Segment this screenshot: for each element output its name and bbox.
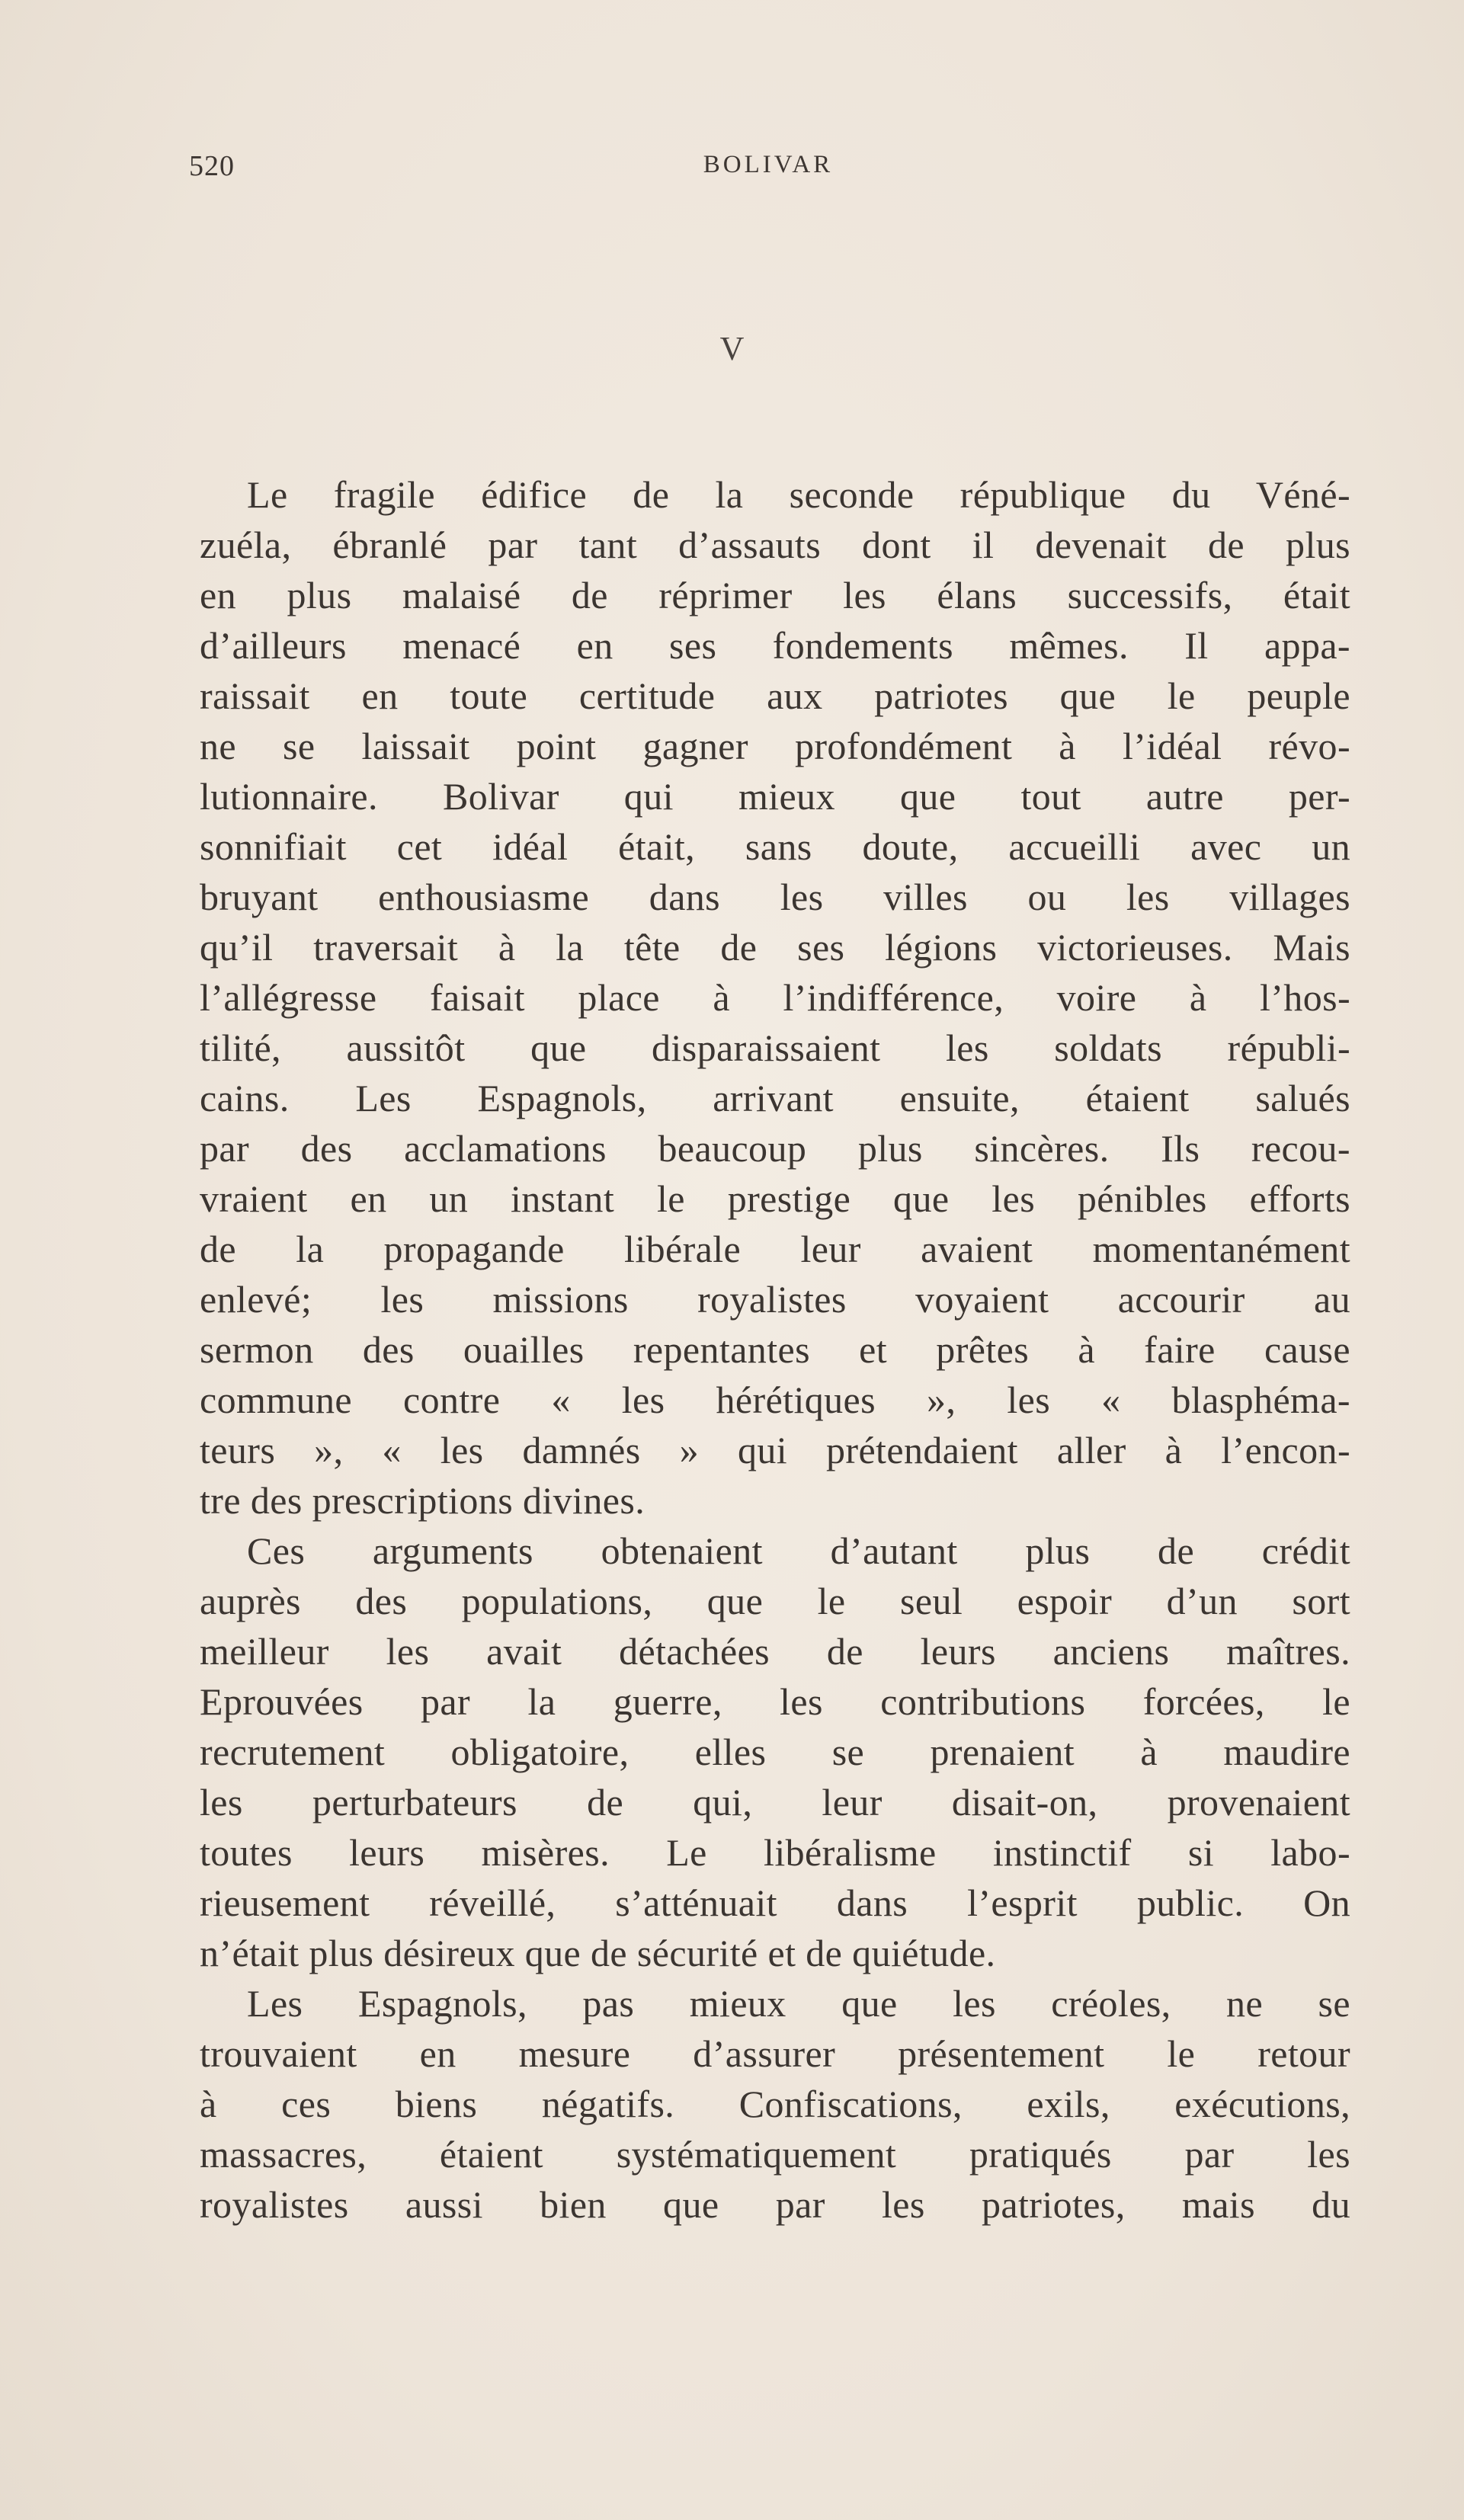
text-line: sonnifiait cet idéal était, sans doute, accueilli avec un [200,825,1350,868]
text-line: tilité, aussitôt que disparaissaient les soldats républi- [200,1026,1350,1069]
page-number: 520 [189,150,235,182]
text-line: Eprouvées par la guerre, les contributions forcées, le [200,1680,1350,1723]
running-head [189,149,1347,187]
text-line: zuéla, ébranlé par tant d’assauts dont il devenait de plus [200,524,1350,566]
text-line: tre des prescriptions divines. [200,1479,646,1522]
text-line: lutionnaire. Bolivar qui mieux que tout autre per- [200,775,1350,818]
text-line: raissait en toute certitude aux patriotes que le peuple [200,674,1350,717]
text-line: vraient en un instant le prestige que les pénibles efforts [200,1177,1350,1220]
text-line: meilleur les avait détachées de leurs anciens maîtres. [200,1630,1350,1673]
text-line: les perturbateurs de qui, leur disait-on, provenaient [200,1781,1350,1824]
text-line: de la propagande libérale leur avaient momentanément [200,1228,1350,1270]
text-line: trouvaient en mesure d’assurer présentement le retour [200,2032,1350,2075]
text-line: par des acclamations beaucoup plus sincères. Ils recou- [200,1127,1350,1170]
text-line: à ces biens négatifs. Confiscations, exils, exécutions, [200,2083,1350,2125]
text-line: toutes leurs misères. Le libéralisme instinctif si labo- [200,1831,1350,1874]
text-line: massacres, étaient systématiquement pratiqués par les [200,2133,1350,2176]
text-line: bruyant enthousiasme dans les villes ou les villages [200,876,1350,918]
running-title: BOLIVAR [703,151,834,178]
text-line: d’ailleurs menacé en ses fondements mêmes. Il appa- [200,624,1350,667]
text-line: qu’il traversait à la tête de ses légions victorieuses. Mais [200,926,1350,969]
text-line: en plus malaisé de réprimer les élans successifs, était [200,574,1350,616]
text-line: auprès des populations, que le seul espoir d’un sort [200,1580,1350,1622]
text-line: commune contre « les hérétiques », les « blasphéma- [200,1378,1350,1421]
text-line: ne se laissait point gagner profondément à l’idéal révo- [200,725,1350,767]
text-line: Le fragile édifice de la seconde république du Véné- [247,473,1350,516]
text-line: rieusement réveillé, s’atténuait dans l’esprit public. On [200,1881,1350,1924]
text-line: recrutement obligatoire, elles se prenaient à maudire [200,1731,1350,1773]
text-line: sermon des ouailles repentantes et prêtes à faire cause [200,1328,1350,1371]
section-heading: V [719,330,745,367]
text-line: l’allégresse faisait place à l’indifférence, voire à l’hos- [200,976,1350,1019]
text-line: n’était plus désireux que de sécurité et de quiétude. [200,1932,996,1974]
body-text [200,469,1350,2230]
text-line: teurs », « les damnés » qui prétendaient aller à l’encon- [200,1429,1350,1471]
text-line: enlevé; les missions royalistes voyaient accourir au [200,1278,1350,1321]
text-line: Les Espagnols, pas mieux que les créoles, ne se [247,1982,1350,2025]
text-line: royalistes aussi bien que par les patriotes, mais du [200,2183,1350,2226]
text-line: Ces arguments obtenaient d’autant plus de crédit [247,1529,1350,1572]
text-line: cains. Les Espagnols, arrivant ensuite, étaient salués [200,1077,1350,1119]
